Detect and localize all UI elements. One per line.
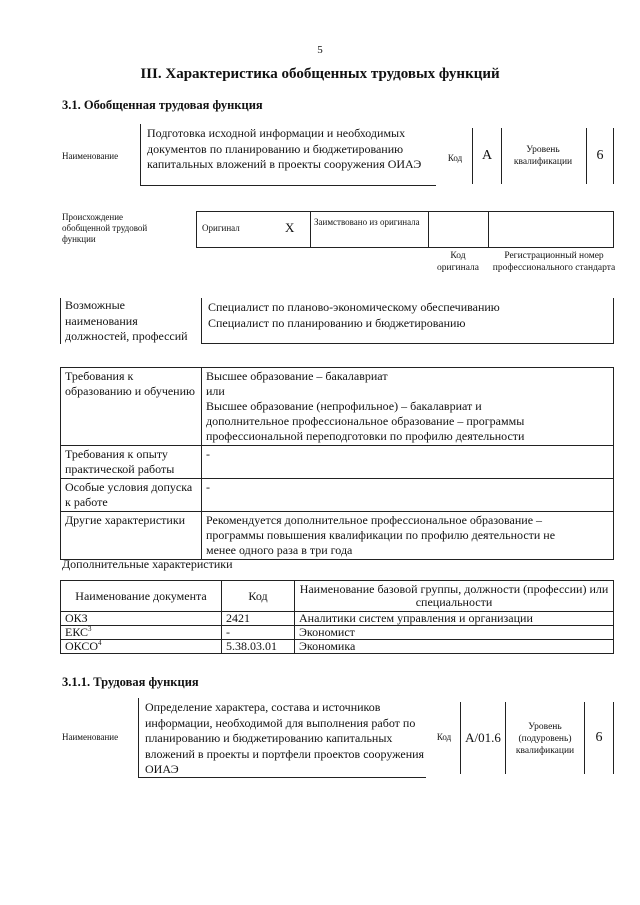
origin-reg-cell xyxy=(488,211,614,248)
requirements-line: дополнительное профессиональное образование – программы xyxy=(206,414,525,428)
original-mark: Х xyxy=(285,220,295,235)
code-cell: 2421 xyxy=(222,612,295,626)
reg-number-caption: Регистрационный номер профессионального стандарта xyxy=(492,251,616,273)
section-title: III. Характеристика обобщенных трудовых функций xyxy=(140,66,500,82)
requirements-label: Требования к образованию и обучению xyxy=(61,368,202,446)
requirements-value xyxy=(202,512,614,560)
gtf-name-value: Подготовка исходной информации и необходимых документов по планированию и бюджетированию капитальных вложений в проекты сооружения ОИАЭ xyxy=(140,124,436,186)
additional-header-row xyxy=(61,581,614,612)
footnote-mark: 3 xyxy=(88,625,92,633)
code-cell: 5.38.03.01 xyxy=(222,640,295,654)
additional-row xyxy=(61,626,614,640)
code-cell: - xyxy=(222,626,295,640)
tf-level-value: 6 xyxy=(584,702,614,774)
name-cell: Экономист xyxy=(295,626,614,640)
gtf-code-label: Код xyxy=(447,152,463,163)
requirements-line: или xyxy=(206,384,225,398)
requirements-label: Другие характеристики xyxy=(61,512,202,560)
tf-level-label: Уровень (подуровень) квалификации xyxy=(515,722,575,756)
tf-heading: 3.1.1. Трудовая функция xyxy=(62,675,199,689)
position-item: Специалист по планированию и бюджетированию xyxy=(208,316,466,330)
requirements-row xyxy=(61,368,614,446)
col-name-header: Наименование базовой группы, должности (профессии) или специальности xyxy=(295,581,614,612)
requirements-line: программы повышения квалификации по профилю деятельности не xyxy=(206,528,556,542)
original-label: Оригинал xyxy=(202,223,240,233)
tf-name-label: Наименование xyxy=(62,731,119,742)
requirements-label: Особые условия допуска к работе xyxy=(61,479,202,512)
requirements-value: - xyxy=(202,479,614,512)
origin-divider-2 xyxy=(428,211,429,248)
name-cell: Аналитики систем управления и организации xyxy=(295,612,614,626)
name-cell: Экономика xyxy=(295,640,614,654)
positions-values xyxy=(201,298,614,344)
gtf-level-label: Уровень квалификации xyxy=(513,145,573,167)
additional-table xyxy=(60,580,614,654)
requirements-row xyxy=(61,446,614,479)
gtf-heading: 3.1. Обобщенная трудовая функция xyxy=(62,98,263,112)
doc-cell xyxy=(61,626,222,640)
gtf-name-label: Наименование xyxy=(62,150,119,161)
tf-code-value: А/01.6 xyxy=(460,702,506,774)
requirements-line: Рекомендуется дополнительное профессиональное образование – xyxy=(206,513,543,527)
borrowed-label: Заимствовано из оригинала xyxy=(314,217,420,227)
requirements-line: менее одного раза в три года xyxy=(206,543,353,557)
requirements-line: Высшее образование (непрофильное) – бакалавриат и xyxy=(206,399,482,413)
requirements-row xyxy=(61,512,614,560)
requirements-row xyxy=(61,479,614,512)
origin-divider-1 xyxy=(310,211,311,248)
doc-name: ЕКС xyxy=(65,625,89,639)
tf-name-value: Определение характера, состава и источников информации, необходимой для выполнения работ по планированию и бюджетированию капитальных вложений в проекты и портфели проектов сооружения ОИАЭ xyxy=(138,698,426,778)
code-original-caption: Код оригинала xyxy=(437,251,479,273)
col-code-header: Код xyxy=(222,581,295,612)
additional-heading: Дополнительные характеристики xyxy=(62,557,233,571)
requirements-line: профессиональной переподготовки по профилю деятельности xyxy=(206,429,525,443)
doc-cell xyxy=(61,612,222,626)
doc-name: ОКЗ xyxy=(65,611,88,625)
requirements-label: Требования к опыту практической работы xyxy=(61,446,202,479)
additional-row xyxy=(61,640,614,654)
requirements-value xyxy=(202,368,614,446)
footnote-mark: 4 xyxy=(98,639,102,647)
page-number: 5 xyxy=(317,44,323,56)
tf-code-label: Код xyxy=(436,731,452,742)
position-item: Специалист по планово-экономическому обеспечиванию xyxy=(208,300,500,314)
positions-label: Возможные наименования должностей, профессий xyxy=(60,298,200,344)
gtf-level-value: 6 xyxy=(586,128,614,184)
requirements-value: - xyxy=(202,446,614,479)
doc-name: ОКСО xyxy=(65,639,99,653)
requirements-table xyxy=(60,367,614,560)
origin-label: Происхождение обобщенной трудовой функции xyxy=(62,212,148,244)
requirements-line: Высшее образование – бакалавриат xyxy=(206,369,388,383)
gtf-code-value: А xyxy=(472,128,502,184)
doc-cell xyxy=(61,640,222,654)
additional-row xyxy=(61,612,614,626)
col-doc-header: Наименование документа xyxy=(61,581,222,612)
